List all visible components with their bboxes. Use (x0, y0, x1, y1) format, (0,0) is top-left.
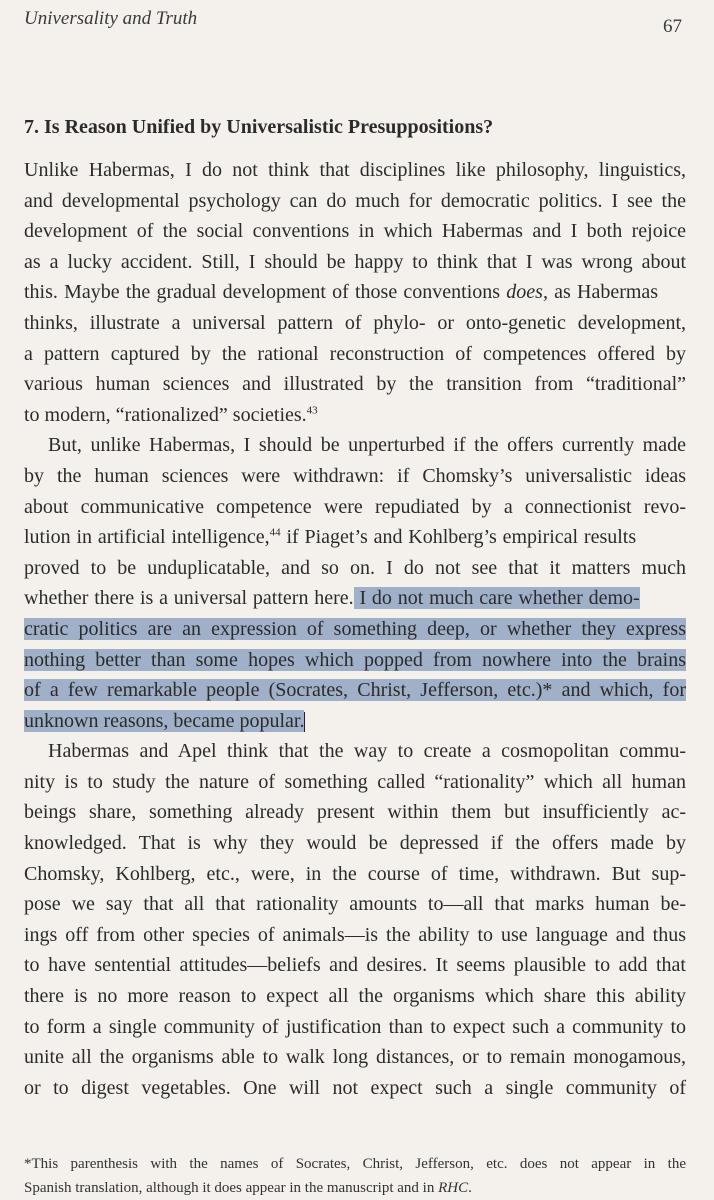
text-segment: if Piaget’s and Kohlberg’s empirical results (280, 526, 637, 549)
footnote-line (24, 1176, 686, 1200)
emphasis-text: does, (506, 281, 548, 304)
footnote-line: *This parenthesis with the names of Socrates, Christ, Jefferson, etc. does not appear in the (24, 1156, 686, 1172)
text-line: nity is to study the nature of something called “rationality” which all human (24, 770, 686, 793)
text-segment: lution in artificial intelligence, (24, 526, 270, 549)
text-line (24, 522, 686, 553)
text-line: pose we say that all that rationality amounts to—all that marks human be- (24, 893, 686, 916)
text-line: unite all the organisms able to walk long distances, or to remain monogamous, (24, 1046, 686, 1069)
text-segment: this. Maybe the gradual development of those conventions (24, 281, 501, 304)
text-line: by the human sciences were withdrawn: if Chomsky’s universalistic ideas (24, 464, 686, 487)
text-line (24, 583, 686, 614)
section-title: 7. Is Reason Unified by Universalistic Presuppositions? (24, 116, 494, 138)
footnote (24, 1152, 686, 1200)
body-text (24, 155, 686, 1103)
text-line: proved to be unduplicatable, and so on. I do not see that it matters much (24, 556, 686, 579)
text-line (24, 400, 686, 431)
text-line (24, 277, 686, 308)
text-line: thinks, illustrate a universal pattern of phylo- or onto-genetic development, (24, 311, 686, 334)
highlighted-text[interactable]: I do not much care whether demo- (353, 587, 640, 610)
text-segment: as Habermas (554, 281, 659, 304)
text-line: to form a single community of justification than to expect such a community to (24, 1015, 686, 1038)
text-line: Chomsky, Kohlberg, etc., were, in the course of time, withdrawn. But sup- (24, 862, 686, 885)
text-line: a pattern captured by the rational reconstruction of competences offered by (24, 342, 686, 365)
text-line: Unlike Habermas, I do not think that disciplines like philosophy, linguistics, (24, 159, 686, 181)
note-reference: 43 (306, 404, 318, 417)
text-line: development of the social conventions in which Habermas and I both rejoice (24, 220, 686, 243)
text-segment: to modern, “rationalized” societies. (24, 403, 307, 426)
text-line: But, unlike Habermas, I should be unperturbed if the offers currently made (48, 434, 686, 457)
text-cursor (304, 712, 305, 732)
note-reference: 44 (269, 526, 281, 539)
highlighted-text[interactable]: unknown reasons, became popular. (24, 709, 305, 732)
running-head: Universality and Truth (24, 8, 198, 29)
text-line: to have sentential attitudes—beliefs and desires. It seems plausible to add that (24, 954, 686, 977)
footnote-text: . (468, 1180, 472, 1196)
text-segment: whether there is a universal pattern here. (24, 587, 354, 610)
text-line: knowledged. That is why they would be depressed if the offers made by (24, 832, 686, 855)
text-line: or to digest vegetables. One will not expect such a single community of (24, 1076, 686, 1099)
text-line: as a lucky accident. Still, I should be happy to think that I was wrong about (24, 250, 686, 273)
highlighted-text[interactable]: of a few remarkable people (Socrates, Christ, Jefferson, etc.)* and which, for (24, 679, 686, 702)
highlighted-text[interactable]: cratic politics are an expression of something deep, or whether they express (24, 617, 686, 640)
page-number: 67 (663, 16, 682, 37)
text-line: ings off from other species of animals—is the ability to use language and thus (24, 923, 686, 946)
highlighted-line[interactable] (24, 614, 686, 645)
highlighted-line[interactable] (24, 675, 686, 706)
text-line: various human sciences and illustrated by the transition from “traditional” (24, 373, 686, 396)
highlighted-line[interactable] (24, 645, 686, 676)
text-line: Habermas and Apel think that the way to create a cosmopolitan commu- (48, 740, 686, 763)
footnote-emphasis: RHC (438, 1180, 469, 1196)
highlighted-line[interactable] (24, 706, 686, 737)
text-line: beings share, something already present within them but insufficiently ac- (24, 801, 686, 824)
highlighted-text[interactable]: nothing better than some hopes which popped from nowhere into the brains (24, 648, 686, 671)
text-line: about communicative competence were repudiated by a connectionist revo- (24, 495, 686, 518)
footnote-text: Spanish translation, although it does appear in the manuscript and in (24, 1180, 439, 1196)
text-line: and developmental psychology can do much for democratic politics. I see the (24, 189, 686, 212)
text-line: there is no more reason to expect all the organisms which share this ability (24, 985, 686, 1008)
